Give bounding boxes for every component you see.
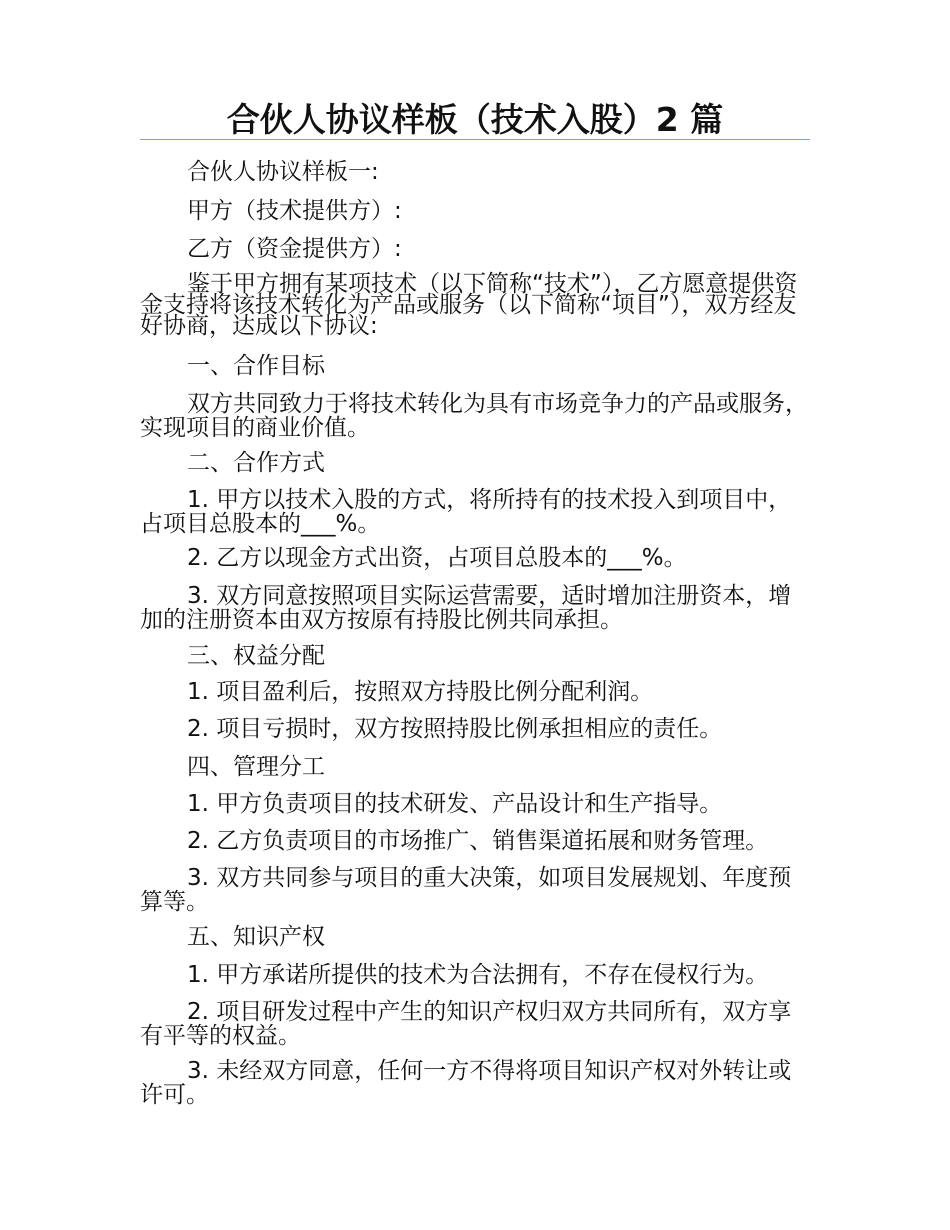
title-underline: [140, 139, 810, 140]
paragraph-mode-2: 2. 乙方以现金方式出资，占项目总股本的___%。: [187, 545, 687, 571]
paragraph-party-a: 甲方（技术提供方）:: [187, 198, 402, 224]
paragraph-mode-1: 1. 甲方以技术入股的方式，将所持有的技术投入到项目中，占项目总股本的___%。: [140, 487, 792, 537]
section-heading-management: 四、管理分工: [187, 754, 325, 780]
paragraph-ip-3: 3. 未经双方同意，任何一方不得将项目知识产权对外转让或许可。: [140, 1058, 792, 1108]
paragraph-party-b: 乙方（资金提供方）:: [187, 236, 402, 262]
document-title: 合伙人协议样板（技术入股）2 篇: [226, 100, 724, 139]
paragraph-goal: 双方共同致力于将技术转化为具有市场竞争力的产品或服务，实现项目的商业价值。: [140, 391, 808, 441]
paragraph-profit-2: 2. 项目亏损时，双方按照持股比例承担相应的责任。: [187, 716, 723, 742]
paragraph-ip-1: 1. 甲方承诺所提供的技术为合法拥有，不存在侵权行为。: [187, 962, 769, 988]
paragraph-preamble: 鉴于甲方拥有某项技术（以下简称“技术”），乙方愿意提供资金支持将该技术转化为产品或服务（以下简称“项目”），双方经友好协商，达成以下协议:: [140, 271, 798, 339]
paragraph-profit-1: 1. 项目盈利后，按照双方持股比例分配利润。: [187, 679, 654, 705]
paragraph-mode-3: 3. 双方同意按照项目实际运营需要，适时增加注册资本，增加的注册资本由双方按原有持股比例共同承担。: [140, 583, 792, 633]
paragraph-management-1: 1. 甲方负责项目的技术研发、产品设计和生产指导。: [187, 791, 723, 817]
section-heading-profit-distribution: 三、权益分配: [187, 643, 325, 669]
section-heading-cooperation-mode: 二、合作方式: [187, 450, 325, 476]
paragraph-management-2: 2. 乙方负责项目的市场推广、销售渠道拓展和财务管理。: [187, 828, 769, 854]
section-heading-intellectual-property: 五、知识产权: [187, 924, 325, 950]
paragraph-intro-label: 合伙人协议样板一:: [187, 159, 379, 185]
section-heading-cooperation-goal: 一、合作目标: [187, 353, 325, 379]
paragraph-management-3: 3. 双方共同参与项目的重大决策，如项目发展规划、年度预算等。: [140, 865, 792, 915]
paragraph-ip-2: 2. 项目研发过程中产生的知识产权归双方共同所有，双方享有平等的权益。: [140, 999, 792, 1049]
